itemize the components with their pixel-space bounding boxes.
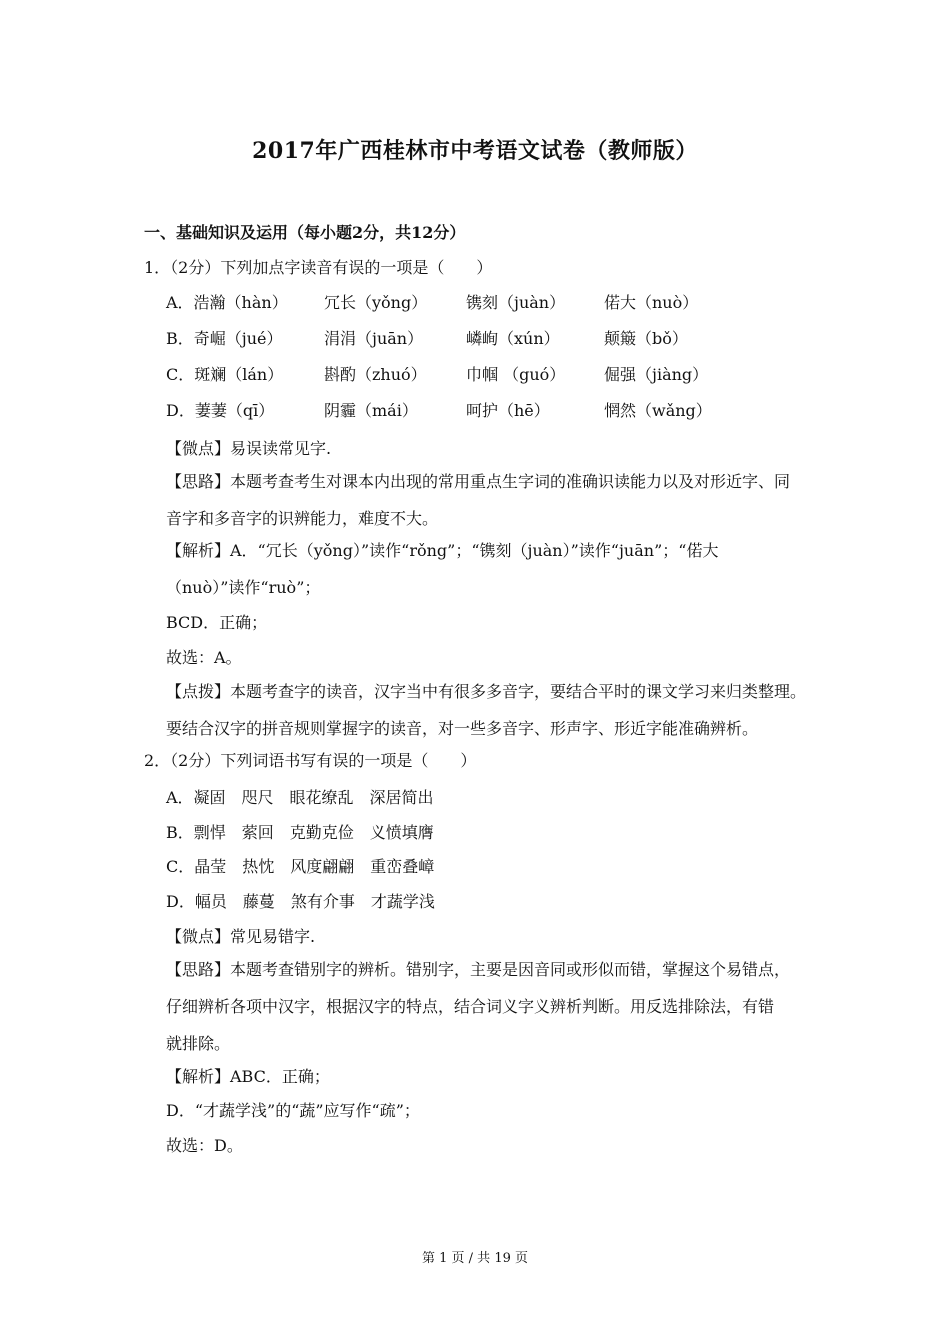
q1-option-d-2: 阴霾（mái） xyxy=(324,401,418,420)
q1-silu-line-2: 音字和多音字的识辨能力，难度不大。 xyxy=(166,509,439,528)
q2-weidian: 【微点】常见易错字. xyxy=(166,927,316,946)
q1-jiexi-line-2: （nuò）”读作“ruò”； xyxy=(166,578,321,597)
q1-option-c-2: 斟酌（zhuó） xyxy=(324,365,427,384)
q1-silu-line-1: 【思路】本题考查考生对课本内出现的常用重点生字词的准确识读能力以及对形近字、同 xyxy=(166,472,791,491)
page-title: 2017年广西桂林市中考语文试卷（教师版） xyxy=(252,138,698,164)
q1-option-a-4: 偌大（nuò） xyxy=(604,293,699,312)
q2-option-c: C．晶莹 热忱 风度翩翩 重峦叠嶂 xyxy=(166,857,435,876)
q2-jiexi-line-2: D．“才蔬学浅”的“蔬”应写作“疏”； xyxy=(166,1101,420,1120)
question-2-stem: 2．（2分）下列词语书写有误的一项是（ ） xyxy=(144,751,477,770)
q1-option-a-3: 镌刻（juàn） xyxy=(466,293,566,312)
q2-silu-line-2: 仔细辨析各项中汉字，根据汉字的特点，结合词义字义辨析判断。用反选排除法，有错 xyxy=(166,997,775,1016)
q2-silu-line-1: 【思路】本题考查错别字的辨析。错别字，主要是因音同或形似而错，掌握这个易错点， xyxy=(166,960,791,979)
q1-answer: 故选：A。 xyxy=(166,648,242,667)
q1-option-c-4: 倔强（jiàng） xyxy=(604,365,709,384)
q1-option-c-1: C．斑斓（lán） xyxy=(166,365,284,384)
q1-option-d-4: 惘然（wǎng） xyxy=(604,401,712,420)
q1-dianbo-line-2: 要结合汉字的拼音规则掌握字的读音，对一些多音字、形声字、形近字能准确辨析。 xyxy=(166,719,759,738)
q1-option-b-2: 涓涓（juān） xyxy=(324,329,424,348)
page-footer: 第 1 页 / 共 19 页 xyxy=(422,1251,528,1266)
q1-dianbo-line-1: 【点拨】本题考查字的读音，汉字当中有很多多音字，要结合平时的课文学习来归类整理。 xyxy=(166,682,807,701)
question-1-stem: 1．（2分）下列加点字读音有误的一项是（ ） xyxy=(144,258,493,277)
q2-option-d: D．幅员 藤蔓 煞有介事 才蔬学浅 xyxy=(166,892,435,911)
q1-option-b-1: B．奇崛（jué） xyxy=(166,329,283,348)
q1-option-b-4: 颠簸（bǒ） xyxy=(604,329,688,348)
q2-option-b: B．剽悍 萦回 克勤克俭 义愤填膺 xyxy=(166,823,434,842)
q2-jiexi-line-1: 【解析】ABC．正确； xyxy=(166,1067,330,1086)
q1-jiexi-line-3: BCD．正确； xyxy=(166,613,268,632)
q1-option-a-1: A．浩瀚（hàn） xyxy=(166,293,288,312)
q2-silu-line-3: 就排除。 xyxy=(166,1034,231,1053)
section-heading: 一、基础知识及运用（每小题2分，共12分） xyxy=(144,223,466,242)
q2-option-a: A．凝固 咫尺 眼花缭乱 深居简出 xyxy=(166,788,434,807)
q1-weidian: 【微点】易误读常见字. xyxy=(166,439,332,458)
q1-option-c-3: 巾帼 （guó） xyxy=(466,365,566,384)
q1-option-a-2: 冗长（yǒng） xyxy=(324,293,428,312)
q2-answer: 故选：D。 xyxy=(166,1136,243,1155)
q1-jiexi-line-1: 【解析】A．“冗长（yǒng）”读作“rǒng”；“镌刻（juàn）”读作“juān”；“偌大 xyxy=(166,541,719,560)
q1-option-d-3: 呵护（hē） xyxy=(466,401,550,420)
q1-option-d-1: D．萋萋（qī） xyxy=(166,401,275,420)
q1-option-b-3: 嶙峋（xún） xyxy=(466,329,560,348)
